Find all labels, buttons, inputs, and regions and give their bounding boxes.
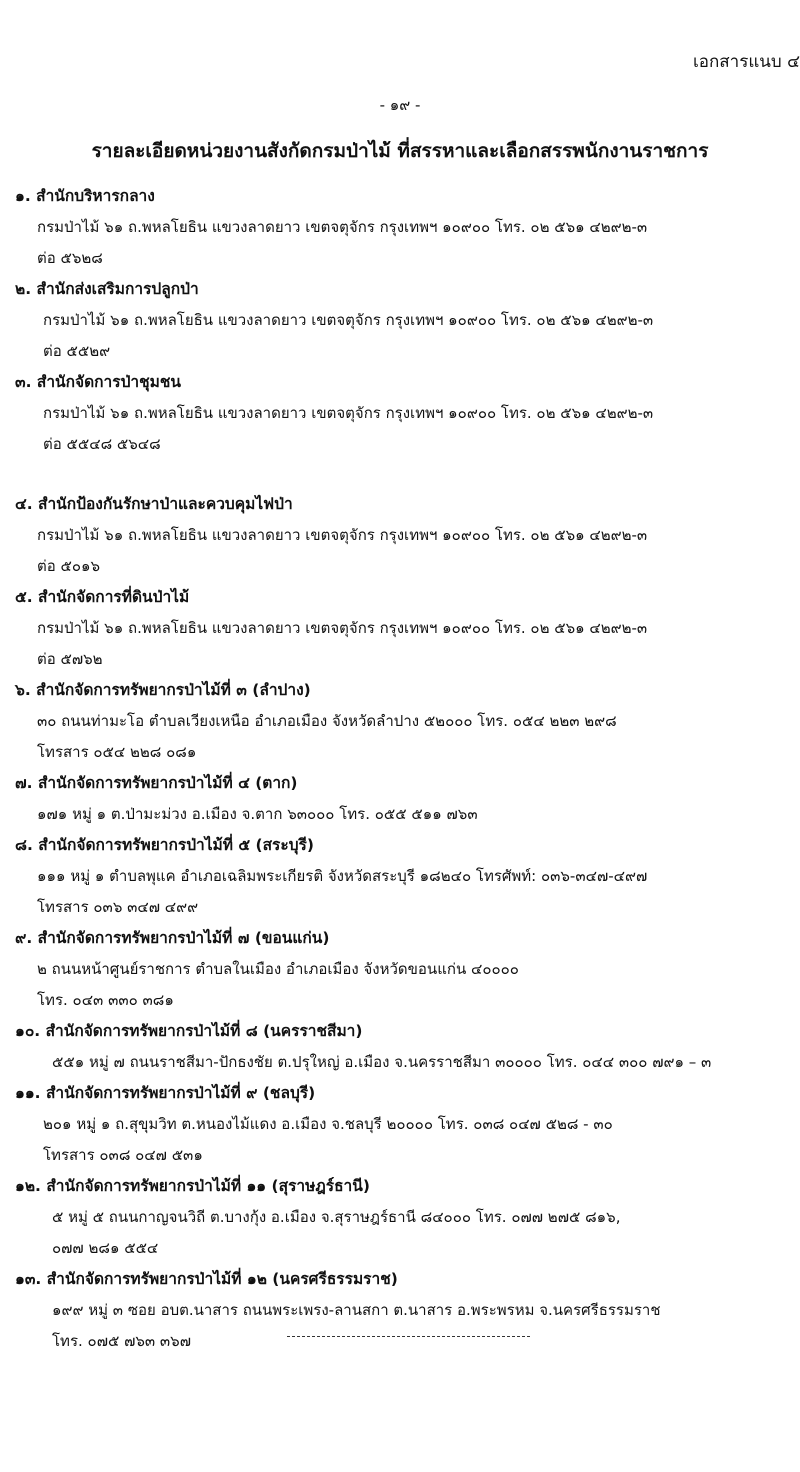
office-address: ต่อ ๕๕๒๙ <box>43 342 111 360</box>
office-address: โทรสาร ๐๕๔ ๒๒๘ ๐๘๑ <box>37 743 197 761</box>
office-address: ต่อ ๕๖๒๘ <box>37 249 103 267</box>
office-address: กรมป่าไม้ ๖๑ ถ.พหลโยธิน แขวงลาดยาว เขตจตุจักร กรุงเทพฯ ๑๐๙๐๐ โทร. ๐๒ ๕๖๑ ๔๒๙๒-๓ <box>43 311 654 329</box>
office-heading: ๑๓. สำนักจัดการทรัพยากรป่าไม้ที่ ๑๒ (นครศรีธรรมราช) <box>15 1270 398 1288</box>
office-heading: ๑. สำนักบริหารกลาง <box>15 187 155 205</box>
office-heading: ๙. สำนักจัดการทรัพยากรป่าไม้ที่ ๗ (ขอนแก่น) <box>15 929 330 947</box>
office-entry <box>0 489 800 582</box>
office-heading: ๑๑. สำนักจัดการทรัพยากรป่าไม้ที่ ๙ (ชลบุรี) <box>15 1084 316 1102</box>
office-address: โทรสาร ๐๓๖ ๓๔๗ ๔๙๙ <box>37 898 199 916</box>
spacer <box>0 460 800 489</box>
office-address: ๒๐๑ หมู่ ๑ ถ.สุขุมวิท ต.หนองไม้แดง อ.เมือง จ.ชลบุรี ๒๐๐๐๐ โทร. ๐๓๘ ๐๔๗ ๕๒๘ - ๓๐ <box>43 1115 613 1133</box>
office-address: โทร. ๐๗๕ ๗๖๓ ๓๖๗ <box>52 1332 191 1350</box>
office-address: ๑๙๙ หมู่ ๓ ซอย อบต.นาสาร ถนนพระเพรง-ลานสกา ต.นาสาร อ.พระพรหม จ.นครศรีธรรมราช <box>52 1301 661 1319</box>
office-address: ๕๕๑ หมู่ ๗ ถนนราชสีมา-ปักธงชัย ต.ปรุใหญ่ อ.เมือง จ.นครราชสีมา ๓๐๐๐๐ โทร. ๐๔๔ ๓๐๐ ๗๙๑ – ๓ <box>52 1053 712 1071</box>
office-entry <box>0 1078 800 1171</box>
attachment-label: เอกสารแนบ ๔ <box>692 52 800 72</box>
office-heading: ๑๐. สำนักจัดการทรัพยากรป่าไม้ที่ ๘ (นครราชสีมา) <box>15 1022 363 1040</box>
office-address: ๓๐ ถนนท่ามะโอ ตำบลเวียงเหนือ อำเภอเมือง จังหวัดลำปาง ๕๒๐๐๐ โทร. ๐๕๔ ๒๒๓ ๒๙๘ <box>37 712 617 730</box>
office-entry <box>0 923 800 1016</box>
office-entry <box>0 675 800 768</box>
office-address: ๕ หมู่ ๕ ถนนกาญจนวิถี ต.บางกุ้ง อ.เมือง จ.สุราษฎร์ธานี ๘๔๐๐๐ โทร. ๐๗๗ ๒๗๕ ๘๑๖, <box>52 1208 621 1226</box>
office-entry <box>0 274 800 367</box>
office-heading: ๗. สำนักจัดการทรัพยากรป่าไม้ที่ ๔ (ตาก) <box>15 774 298 792</box>
office-entry <box>0 181 800 274</box>
office-address: โทรสาร ๐๓๘ ๐๔๗ ๕๓๑ <box>43 1146 203 1164</box>
office-address: โทร. ๐๔๓ ๓๓๐ ๓๘๑ <box>37 991 174 1009</box>
office-address: กรมป่าไม้ ๖๑ ถ.พหลโยธิน แขวงลาดยาว เขตจตุจักร กรุงเทพฯ ๑๐๙๐๐ โทร. ๐๒ ๕๖๑ ๔๒๙๒-๓ <box>43 404 654 422</box>
office-list <box>0 181 800 1357</box>
office-address: ๐๗๗ ๒๘๑ ๕๕๔ <box>52 1239 159 1257</box>
office-address: กรมป่าไม้ ๖๑ ถ.พหลโยธิน แขวงลาดยาว เขตจตุจักร กรุงเทพฯ ๑๐๙๐๐ โทร. ๐๒ ๕๖๑ ๔๒๙๒-๓ <box>37 218 648 236</box>
page-title: รายละเอียดหน่วยงานสังกัดกรมป่าไม้ ที่สรรหาและเลือกสรรพนักงานราชการ <box>91 140 709 162</box>
office-entry <box>0 768 800 830</box>
office-heading: ๔. สำนักป้องกันรักษาป่าและควบคุมไฟป่า <box>15 495 293 513</box>
office-entry <box>0 1171 800 1264</box>
office-heading: ๘. สำนักจัดการทรัพยากรป่าไม้ที่ ๕ (สระบุรี) <box>15 836 314 854</box>
office-entry <box>0 1016 800 1078</box>
office-address: ๑๑๑ หมู่ ๑ ตำบลพุแค อำเภอเฉลิมพระเกียรติ จังหวัดสระบุรี ๑๘๒๔๐ โทรศัพท์: ๐๓๖-๓๔๗-๔๙๗ <box>37 867 648 885</box>
office-entry <box>0 582 800 675</box>
office-address: ๑๗๑ หมู่ ๑ ต.ป่ามะม่วง อ.เมือง จ.ตาก ๖๓๐๐๐ โทร. ๐๕๕ ๕๑๑ ๗๖๓ <box>37 805 478 823</box>
office-heading: ๖. สำนักจัดการทรัพยากรป่าไม้ที่ ๓ (ลำปาง) <box>15 681 311 699</box>
office-entry <box>0 830 800 923</box>
office-address: ๒ ถนนหน้าศูนย์ราชการ ตำบลในเมือง อำเภอเมือง จังหวัดขอนแก่น ๔๐๐๐๐ <box>37 960 519 978</box>
office-address: ต่อ ๕๗๖๒ <box>37 650 103 668</box>
end-divider <box>287 1336 530 1337</box>
office-address: กรมป่าไม้ ๖๑ ถ.พหลโยธิน แขวงลาดยาว เขตจตุจักร กรุงเทพฯ ๑๐๙๐๐ โทร. ๐๒ ๕๖๑ ๔๒๙๒-๓ <box>37 526 648 544</box>
office-entry <box>0 1264 800 1357</box>
office-address: ต่อ ๕๐๑๖ <box>37 557 101 575</box>
office-heading: ๓. สำนักจัดการป่าชุมชน <box>15 373 181 391</box>
page-number: - ๑๙ - <box>379 96 421 114</box>
office-address: ต่อ ๕๕๔๘ ๕๖๔๘ <box>43 435 161 453</box>
office-heading: ๑๒. สำนักจัดการทรัพยากรป่าไม้ที่ ๑๑ (สุราษฎร์ธานี) <box>15 1177 370 1195</box>
office-heading: ๕. สำนักจัดการที่ดินป่าไม้ <box>15 588 190 606</box>
office-heading: ๒. สำนักส่งเสริมการปลูกป่า <box>15 280 199 298</box>
office-address: กรมป่าไม้ ๖๑ ถ.พหลโยธิน แขวงลาดยาว เขตจตุจักร กรุงเทพฯ ๑๐๙๐๐ โทร. ๐๒ ๕๖๑ ๔๒๙๒-๓ <box>37 619 648 637</box>
office-entry <box>0 367 800 460</box>
